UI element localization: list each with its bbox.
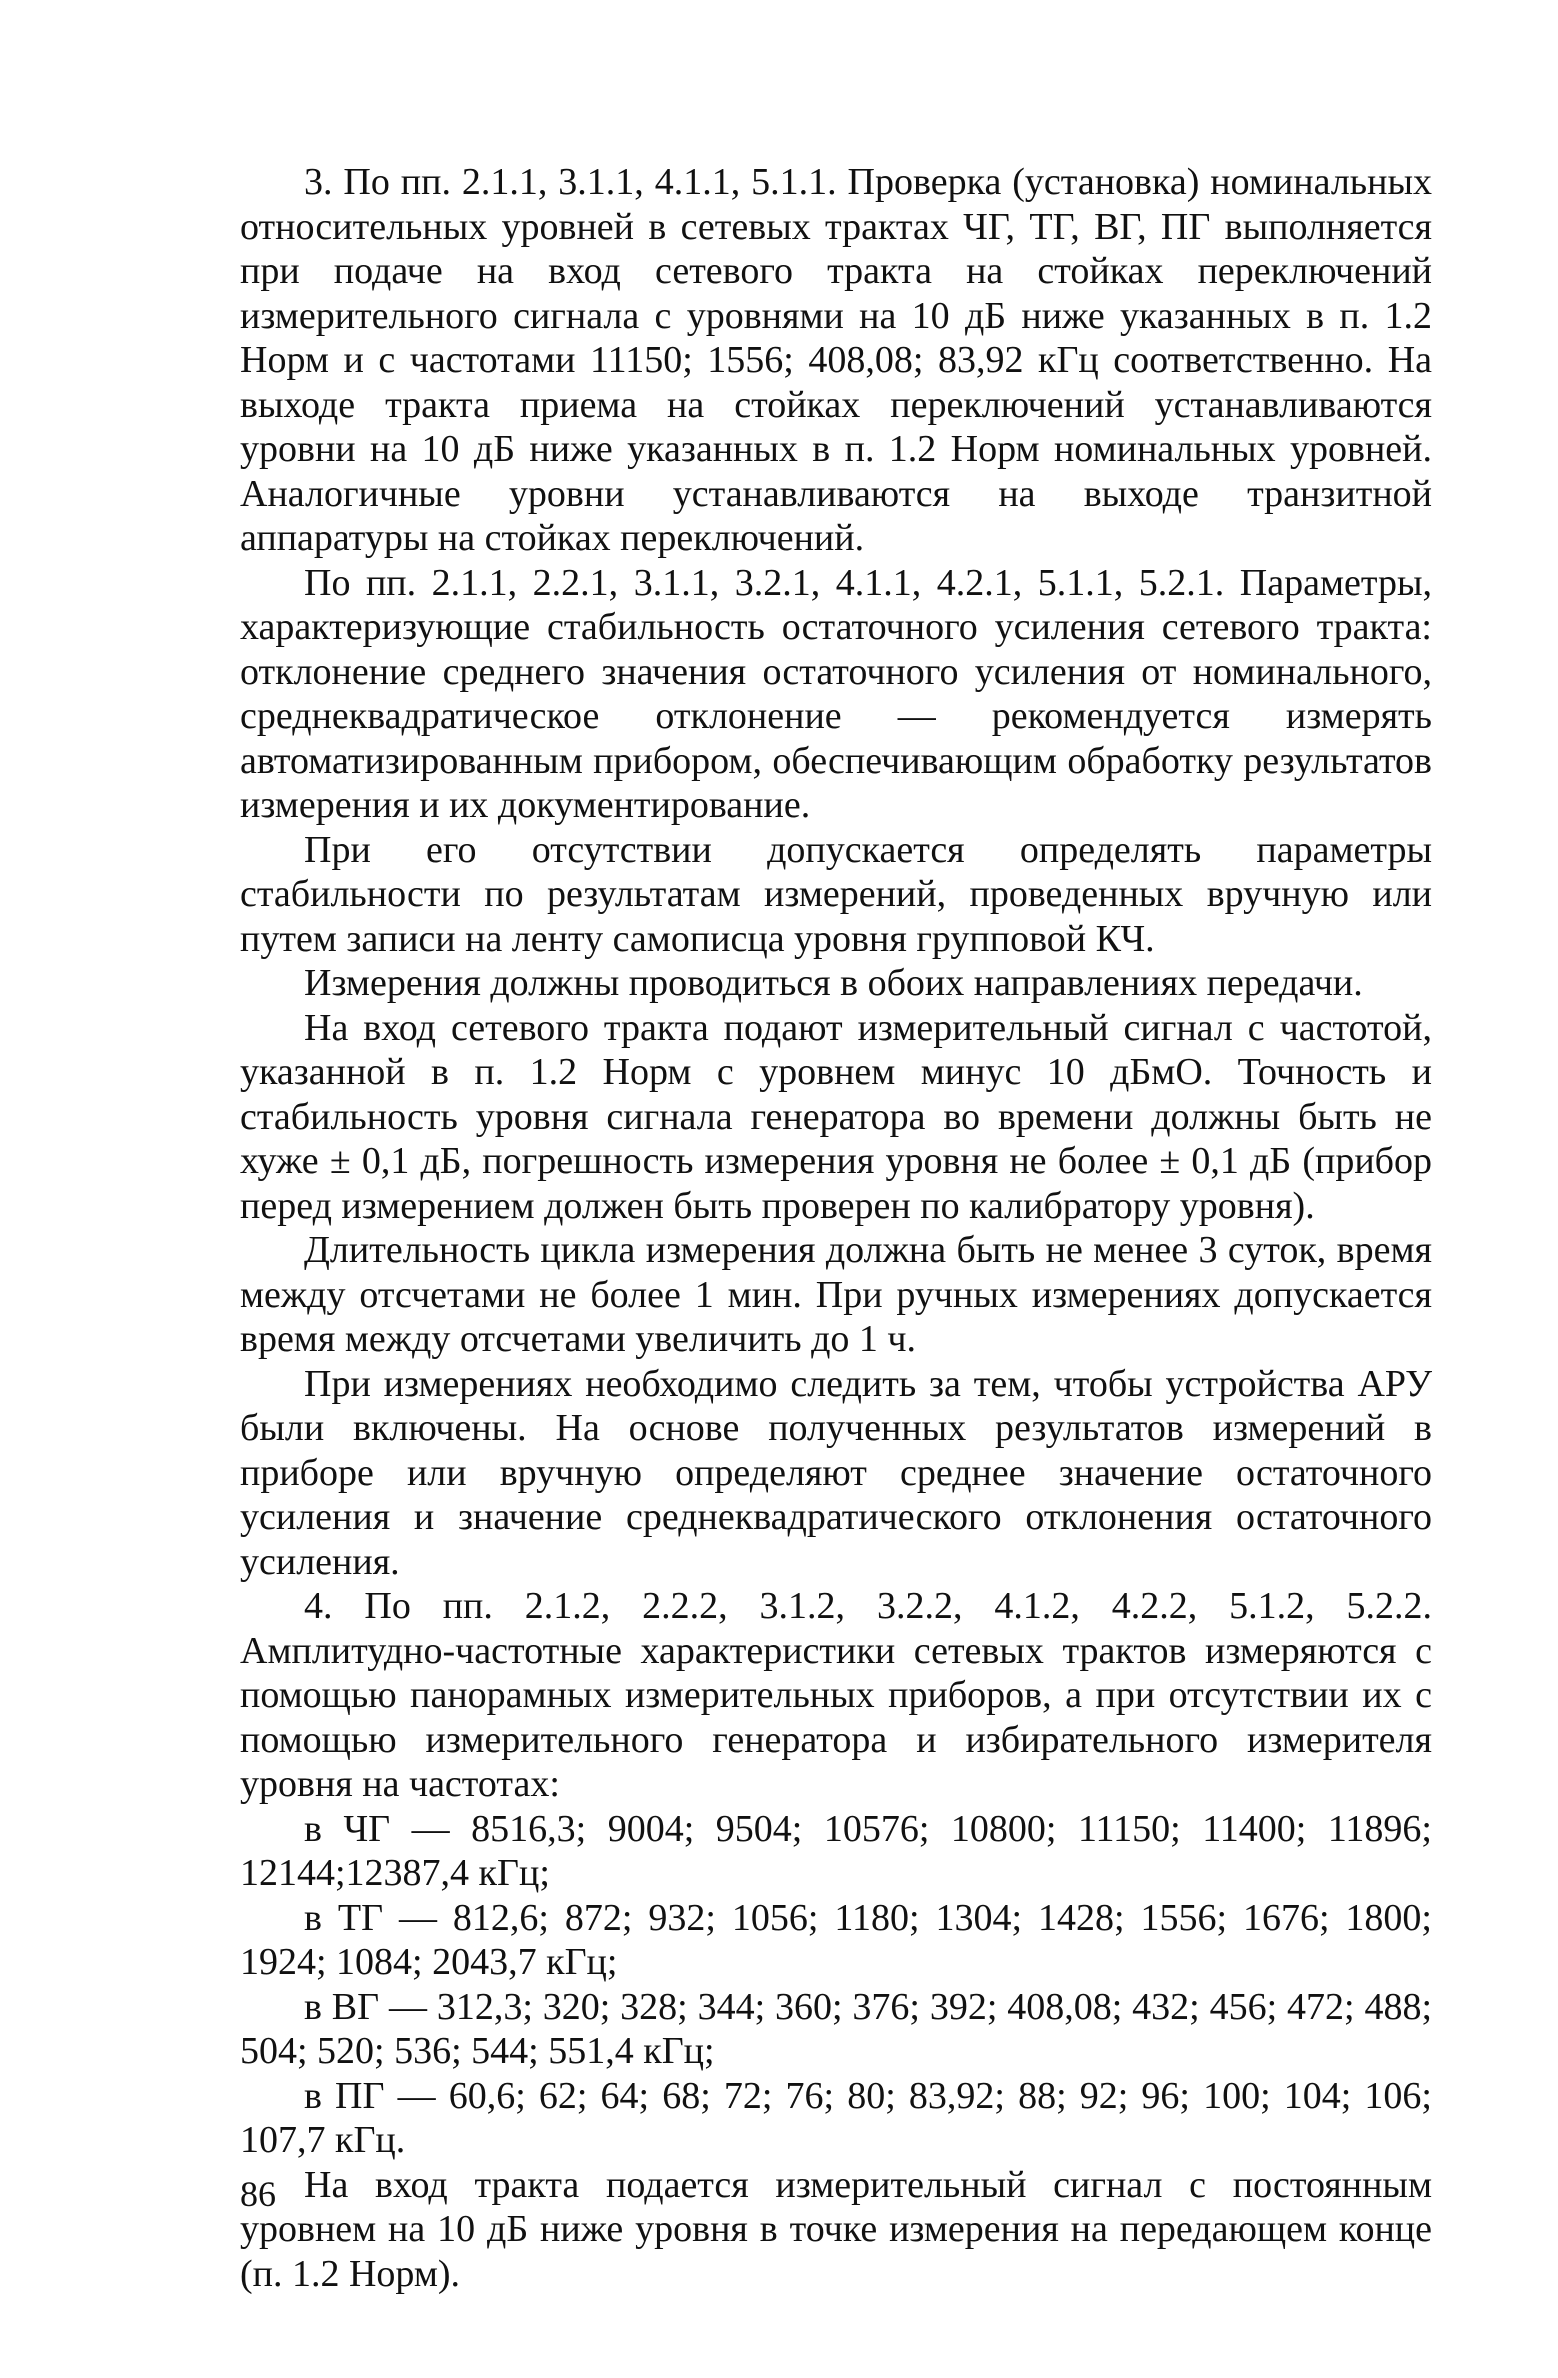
paragraph-input-signal: На вход сетевого тракта подают измерительный сигнал с частотой, указанной в п. 1.2 Норм с уровнем минус 10 дБмО. Точность и стабильность уровня сигнала генератора во времени должны быть не хуже ± 0,1 дБ, погрешность измерения уровня не более ± 0,1 дБ (прибор перед измерением должен быть проверен по калибратору уровня). [240, 1006, 1432, 1227]
paragraph-manual-measurement: При его отсутствии допускается определять параметры стабильности по результатам измерений, проведенных вручную или путем записи на ленту самописца уровня групповой КЧ. [240, 828, 1432, 960]
frequency-list-tg: в ТГ — 812,6; 872; 932; 1056; 1180; 1304; 1428; 1556; 1676; 1800; 1924; 1084; 2043,7 кГц; [240, 1896, 1432, 1983]
paragraph-cycle-duration: Длительность цикла измерения должна быть не менее 3 суток, время между отсчетами не более 1 мин. При ручных измерениях допускается время между отсчетами увеличить до 1 ч. [240, 1229, 1432, 1360]
paragraph-3-nominal-levels: 3. По пп. 2.1.1, 3.1.1, 4.1.1, 5.1.1. Проверка (установка) номинальных относительных уровней в сетевых трактах ЧГ, ТГ, ВГ, ПГ выполняется при подаче на вход сетевого тракта на стойках переключений измерительного сигнала с уровнями на 10 дБ ниже указанных в п. 1.2 Норм и с частотами 11150; 1556; 408,08; 83,92 кГц соответственно. На выходе тракта приема на стойках переключений устанавливаются уровни на 10 дБ ниже указанных в п. 1.2 Норм номинальных уровней. Аналогичные уровни устанавливаются на выходе транзитной аппаратуры на стойках переключений. [240, 161, 1432, 559]
page-body [240, 160, 1432, 2296]
paragraph-stability-parameters: По пп. 2.1.1, 2.2.1, 3.1.1, 3.2.1, 4.1.1, 4.2.1, 5.1.1, 5.2.1. Параметры, характеризующие стабильность остаточного усиления сетевого тракта: отклонение среднего значения остаточного усиления от номинального, среднеквадратическое отклонение — рекомендуется измерять автоматизированным прибором, обеспечивающим обработку результатов измерения и их документирование. [240, 561, 1432, 826]
page-number: 86 [240, 2174, 276, 2214]
paragraph-closing: На вход тракта подается измерительный сигнал с постоянным уровнем на 10 дБ ниже уровня в точке измерения на передающем конце (п. 1.2 Норм). [240, 2163, 1432, 2295]
frequency-list-chg: в ЧГ — 8516,3; 9004; 9504; 10576; 10800; 11150; 11400; 11896; 12144;12387,4 кГц; [240, 1807, 1432, 1894]
paragraph-aru-devices: При измерениях необходимо следить за тем, чтобы устройства АРУ были включены. На основе полученных результатов измерений в приборе или вручную определяют среднее значение остаточного усиления и значение среднеквадратического отклонения остаточного усиления. [240, 1362, 1432, 1583]
paragraph-both-directions: Измерения должны проводиться в обоих направлениях передачи. [304, 962, 1363, 1004]
paragraph-4-frequency-response: 4. По пп. 2.1.2, 2.2.2, 3.1.2, 3.2.2, 4.1.2, 4.2.2, 5.1.2, 5.2.2. Амплитудно-частотные характеристики сетевых трактов измеряются с помощью панорамных измерительных приборов, а при отсутствии их с помощью измерительного генератора и избирательного измерителя уровня на частотах: [240, 1585, 1432, 1805]
frequency-list-vg: в ВГ — 312,3; 320; 328; 344; 360; 376; 392; 408,08; 432; 456; 472; 488; 504; 520; 536; 544; 551,4 кГц; [240, 1985, 1432, 2072]
frequency-list-pg: в ПГ — 60,6; 62; 64; 68; 72; 76; 80; 83,92; 88; 92; 96; 100; 104; 106; 107,7 кГц. [240, 2074, 1432, 2161]
